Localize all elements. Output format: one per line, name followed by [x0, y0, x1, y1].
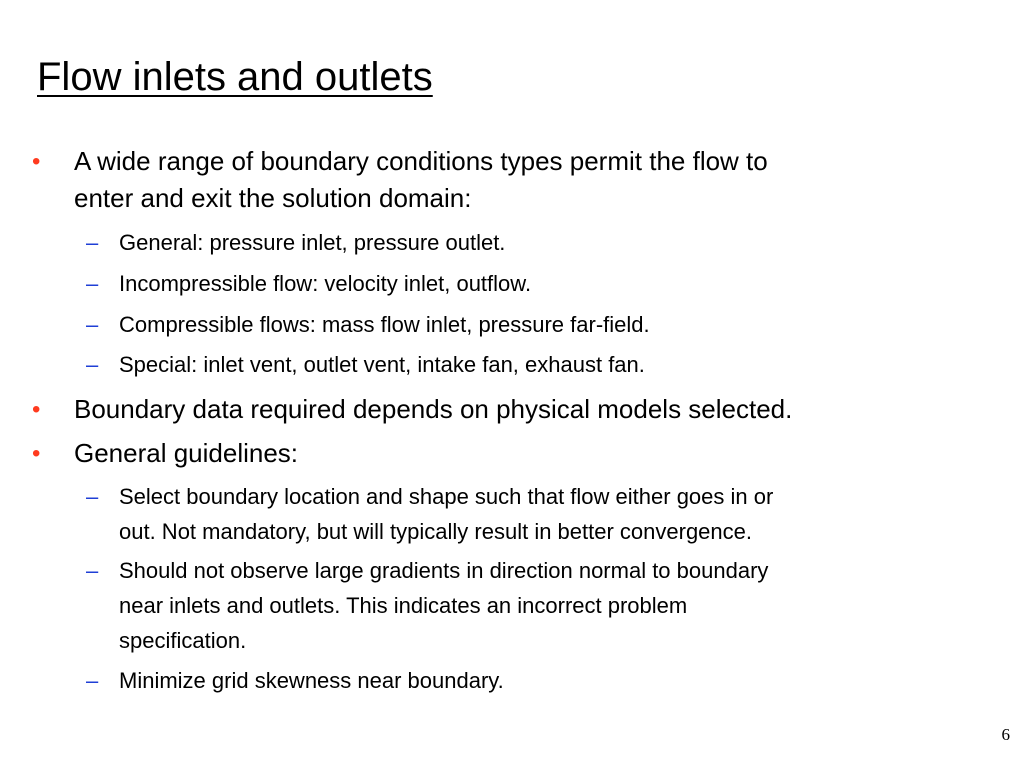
sub-bullet-text-line: General: pressure inlet, pressure outlet. — [119, 230, 506, 255]
sub-bullet-item — [86, 266, 989, 301]
dash-icon: – — [86, 668, 99, 693]
bullet-icon: • — [32, 148, 41, 175]
sub-bullet-text-line: near inlets and outlets. This indicates an incorrect problem — [119, 593, 688, 618]
dash-icon: – — [86, 558, 99, 583]
sub-bullet-text-line: Compressible flows: mass flow inlet, pressure far-field. — [119, 312, 650, 337]
dash-icon: – — [86, 230, 99, 255]
bullet-text-line: A wide range of boundary conditions types permit the flow to — [74, 146, 768, 176]
sub-bullet-item — [86, 347, 989, 382]
sub-bullet-text-line: specification. — [119, 628, 247, 653]
sub-bullet-text-line: Select boundary location and shape such that flow either goes in or — [119, 484, 774, 509]
sub-bullet-item — [86, 663, 989, 698]
dash-icon: – — [86, 484, 99, 509]
slide-title: Flow inlets and outlets — [37, 55, 433, 99]
bullet-item — [32, 435, 994, 472]
sub-bullet-text-line: Minimize grid skewness near boundary. — [119, 668, 504, 693]
sub-bullet-item — [86, 553, 989, 658]
sub-bullet-item — [86, 479, 989, 549]
bullet-icon: • — [32, 440, 41, 467]
sub-bullet-text-line: Should not observe large gradients in direction normal to boundary — [119, 558, 769, 583]
bullet-icon: • — [32, 396, 41, 423]
bullet-item — [32, 143, 994, 217]
bullet-text-line: Boundary data required depends on physical models selected. — [74, 394, 793, 424]
sub-bullet-text-line: out. Not mandatory, but will typically result in better convergence. — [119, 519, 753, 544]
bullet-item — [32, 391, 994, 428]
sub-bullet-item — [86, 225, 989, 260]
page-number: 6 — [1001, 725, 1010, 744]
sub-bullet-text-line: Incompressible flow: velocity inlet, outflow. — [119, 271, 532, 296]
sub-bullet-text-line: Special: inlet vent, outlet vent, intake fan, exhaust fan. — [119, 352, 645, 377]
bullet-text-line: General guidelines: — [74, 438, 299, 468]
sub-bullet-item — [86, 307, 989, 342]
dash-icon: – — [86, 312, 99, 337]
dash-icon: – — [86, 271, 99, 296]
dash-icon: – — [86, 352, 99, 377]
bullet-text-line: enter and exit the solution domain: — [74, 183, 472, 213]
